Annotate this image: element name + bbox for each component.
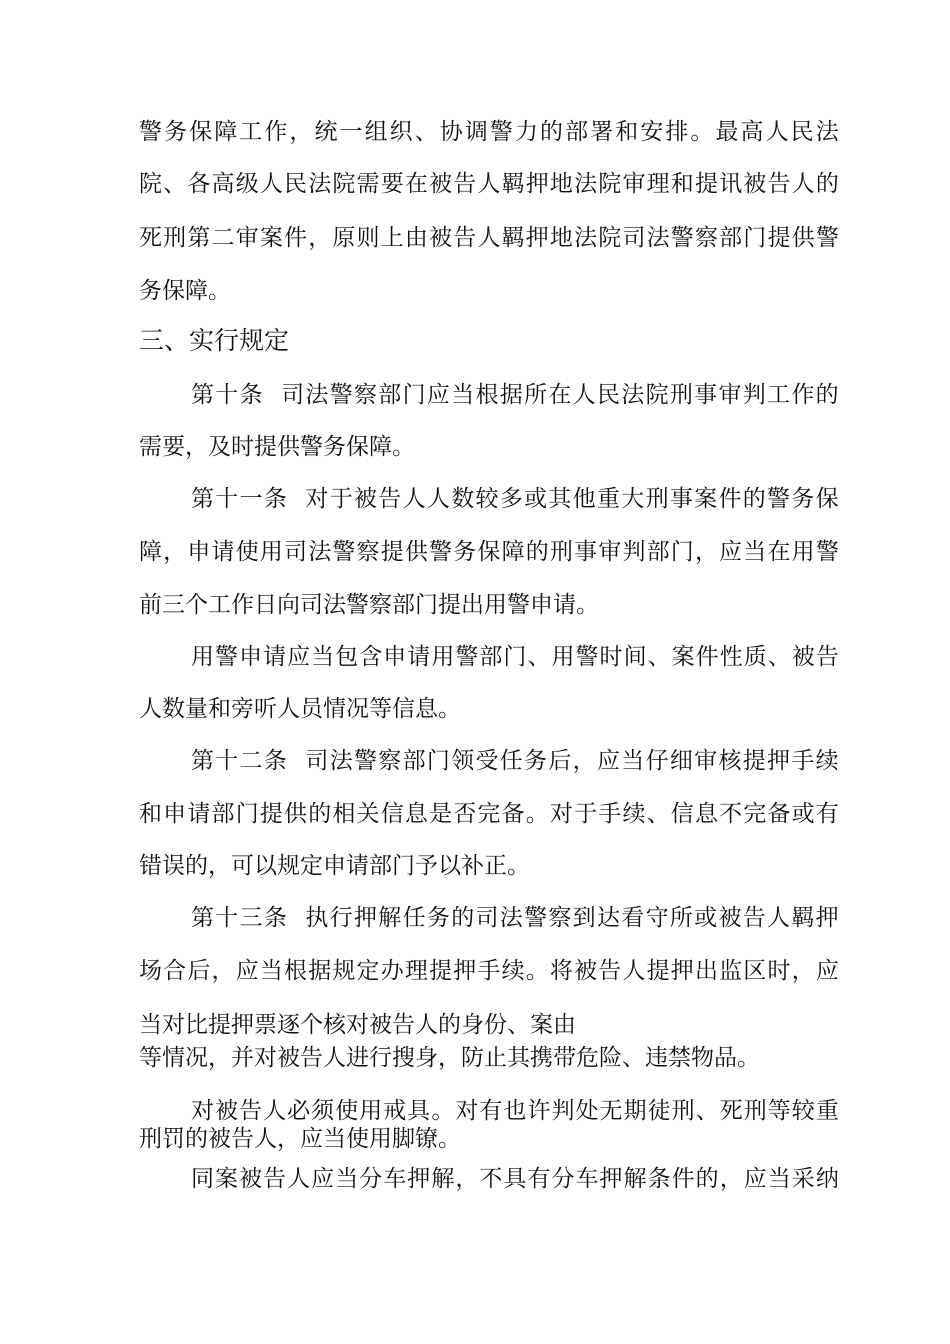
text-line: 场 合 后 ， 应 当 根 据 规 定 办 理 提 押 手 续 。 将 被 告 人 提 押 出 监 区 时 ， 应 — [139, 958, 839, 984]
text-line: 警 务 保 障 工 作 ， 统 一 组 织 、 协 调 警 力 的 部 署 和 安 排 。 最 高 人 民 法 — [139, 119, 839, 145]
text-line: 第 十 一 条 对 于 被 告 人 人 数 较 多 或 其 他 重 大 刑 事 案 件 的 警 务 保 — [191, 486, 839, 512]
text-line: 务保障。 — [139, 278, 231, 304]
text-line: 人数量和旁听人员情况等信息。 — [139, 696, 461, 722]
section-heading: 三、实行规定 — [139, 326, 290, 355]
text-line: 院 、 各 高 级 人 民 法 院 需 要 在 被 告 人 羁 押 地 法 院 审 理 和 提 讯 被 告 人 的 — [139, 171, 839, 197]
text-line: 第 十 条 司 法 警 察 部 门 应 当 根 据 所 在 人 民 法 院 刑 事 审 判 工 作 的 — [191, 382, 839, 408]
text-line: 刑罚的被告人，应当使用脚镣。 — [139, 1126, 461, 1152]
text-line: 死 刑 第 二 审 案 件 ， 原 则 上 由 被 告 人 羁 押 地 法 院 司 法 警 察 部 门 提 供 警 — [139, 225, 839, 251]
text-line: 对 被 告 人 必 须 使 用 戒 具 。 对 有 也 许 判 处 无 期 徒 刑 、 死 刑 等 较 重 — [191, 1098, 839, 1124]
text-line: 障 ， 申 请 使 用 司 法 警 察 提 供 警 务 保 障 的 刑 事 审 判 部 门 ， 应 当 在 用 警 — [139, 539, 839, 565]
text-line: 和 申 请 部 门 提 供 的 相 关 信 息 是 否 完 备 。 对 于 手 续 、 信 息 不 完 备 或 有 — [139, 801, 839, 827]
text-line: 用 警 申 请 应 当 包 含 申 请 用 警 部 门 、 用 警 时 间 、 案 件 性 质 、 被 告 — [191, 644, 839, 670]
text-line: 等情况，并对被告人进行搜身，防止其携带危险、违禁物品。 — [139, 1045, 760, 1071]
text-line: 前三个工作日向司法警察部门提出用警申请。 — [139, 592, 599, 618]
text-line: 需要，及时提供警务保障。 — [139, 434, 415, 460]
text-line: 当对比提押票逐个核对被告人的身份、案由 — [139, 1012, 576, 1038]
text-line: 错误的，可以规定申请部门予以补正。 — [139, 853, 530, 879]
text-line: 同 案 被 告 人 应 当 分 车 押 解 ， 不 具 有 分 车 押 解 条 件 的 ， 应 当 采 纳 — [191, 1166, 839, 1192]
text-line: 第 十 三 条 执 行 押 解 任 务 的 司 法 警 察 到 达 看 守 所 或 被 告 人 羁 押 — [191, 905, 839, 931]
text-line: 第 十 二 条 司 法 警 察 部 门 领 受 任 务 后 ， 应 当 仔 细 审 核 提 押 手 续 — [191, 748, 839, 774]
